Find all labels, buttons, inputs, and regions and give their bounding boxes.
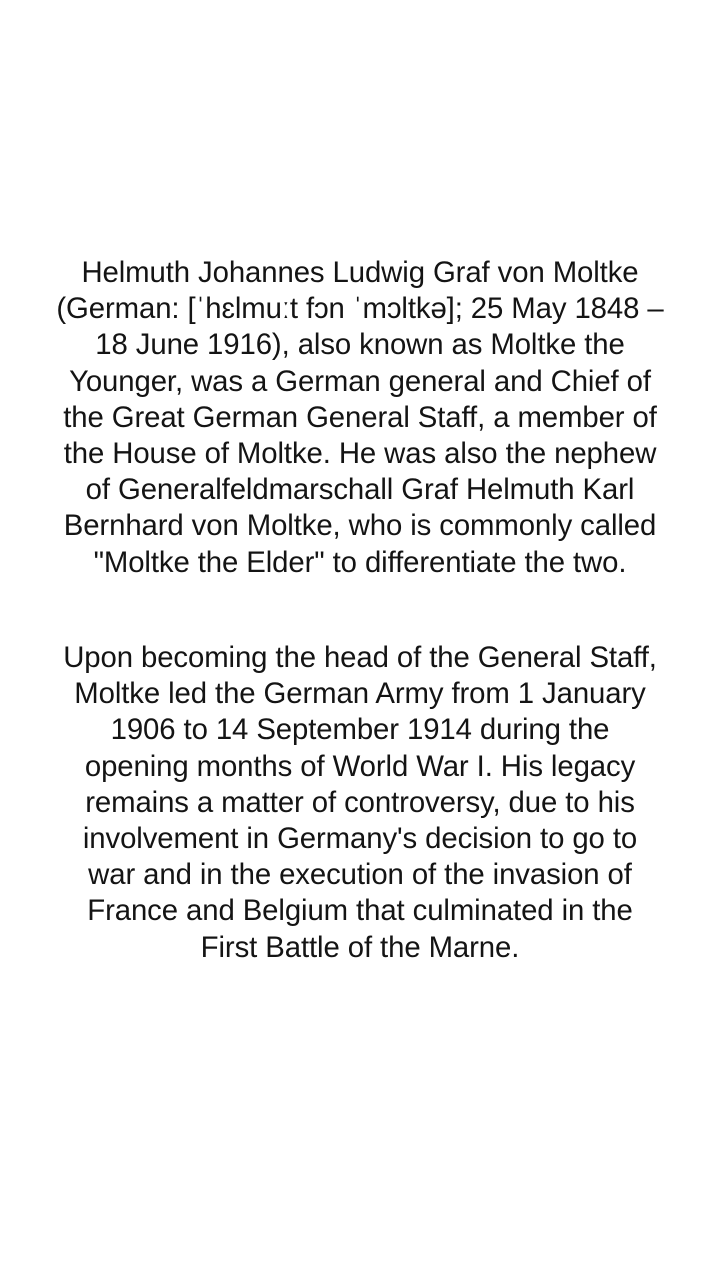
text-line: Helmuth Johannes Ludwig Graf von Moltke <box>81 256 639 289</box>
text-line: the Great German General Staff, a member of <box>63 400 657 434</box>
text-line: France and Belgium that culminated in the <box>87 894 633 928</box>
text-line: First Battle of the Marne. <box>200 930 520 964</box>
text-line: war and in the execution of the invasion of <box>88 858 632 892</box>
paragraph-career <box>0 640 720 966</box>
text-line: Younger, was a German general and Chief of <box>69 364 651 398</box>
text-line: Moltke led the German Army from 1 January <box>74 677 646 711</box>
text-line: Upon becoming the head of the General Staff, <box>63 641 657 674</box>
text-line: of Generalfeldmarschall Graf Helmuth Karl <box>85 473 635 507</box>
text-line: "Moltke the Elder" to differentiate the two. <box>93 545 627 579</box>
text-line: (German: [ˈhɛlmuːt fɔn ˈmɔltkə]; 25 May 1848 – <box>56 292 664 326</box>
paragraph-intro <box>0 255 720 581</box>
text-line: involvement in Germany's decision to go to <box>82 822 638 856</box>
text-line: 1906 to 14 September 1914 during the <box>110 713 610 747</box>
text-line: opening months of World War I. His legacy <box>84 749 636 783</box>
text-line: Bernhard von Moltke, who is commonly called <box>63 509 657 543</box>
text-line: 18 June 1916), also known as Moltke the <box>95 328 625 362</box>
text-line: the House of Moltke. He was also the nephew <box>63 437 657 471</box>
text-line: remains a matter of controversy, due to his <box>85 785 635 819</box>
